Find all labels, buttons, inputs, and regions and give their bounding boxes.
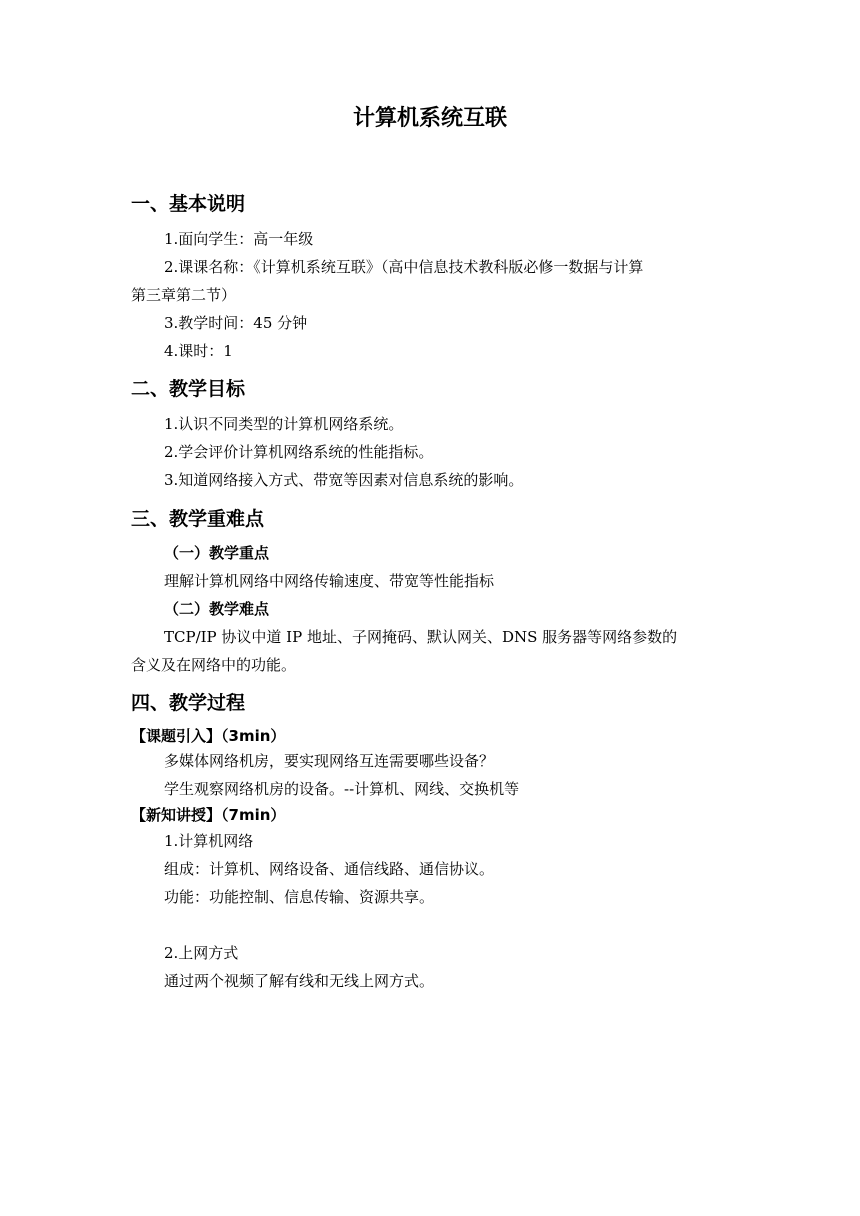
basic-info-target-students: 1.面向学生：高一年级 — [164, 230, 314, 248]
process-new-knowledge-text: 1.计算机网络 — [164, 832, 254, 850]
section-heading-objectives: 二、教学目标 — [131, 378, 246, 400]
objective-item: 3.知道网络接入方式、带宽等因素对信息系统的影响。 — [164, 471, 524, 489]
process-new-knowledge-text: 2.上网方式 — [164, 944, 239, 962]
process-new-knowledge-text: 功能：功能控制、信息传输、资源共享。 — [164, 888, 435, 906]
basic-info-periods: 4.课时：1 — [164, 342, 233, 360]
objective-item: 2.学会评价计算机网络系统的性能指标。 — [164, 443, 434, 461]
subheading-difficult-point: （二）教学难点 — [164, 600, 270, 618]
section-heading-process: 四、教学过程 — [131, 692, 246, 714]
process-intro-text: 学生观察网络机房的设备。--计算机、网线、交换机等 — [164, 780, 520, 798]
objective-item: 1.认识不同类型的计算机网络系统。 — [164, 415, 404, 433]
key-point-text: 理解计算机网络中网络传输速度、带宽等性能指标 — [164, 572, 495, 590]
page-title: 计算机系统互联 — [352, 106, 507, 131]
basic-info-course-name: 2.课课名称：《计算机系统互联》（高中信息技术教科版必修一数据与计算 — [164, 258, 644, 276]
process-new-knowledge-text: 组成：计算机、网络设备、通信线路、通信协议。 — [164, 860, 495, 878]
section-heading-basic-info: 一、基本说明 — [131, 193, 246, 215]
difficult-point-text: TCP/IP 协议中道 IP 地址、子网掩码、默认网关、DNS 服务器等网络参数的 — [164, 628, 678, 646]
basic-info-course-name-cont: 第三章第二节） — [131, 286, 237, 304]
section-heading-key-points: 三、教学重难点 — [131, 508, 265, 530]
process-intro-text: 多媒体网络机房，要实现网络互连需要哪些设备？ — [164, 752, 495, 770]
process-new-knowledge-text: 通过两个视频了解有线和无线上网方式。 — [164, 972, 435, 990]
basic-info-duration: 3.教学时间：45 分钟 — [164, 314, 308, 332]
difficult-point-text-cont: 含义及在网络中的功能。 — [131, 656, 297, 674]
process-new-knowledge-heading: 【新知讲授】（7min） — [131, 806, 286, 824]
process-intro-heading: 【课题引入】（3min） — [131, 727, 286, 745]
subheading-key-point: （一）教学重点 — [164, 544, 270, 562]
